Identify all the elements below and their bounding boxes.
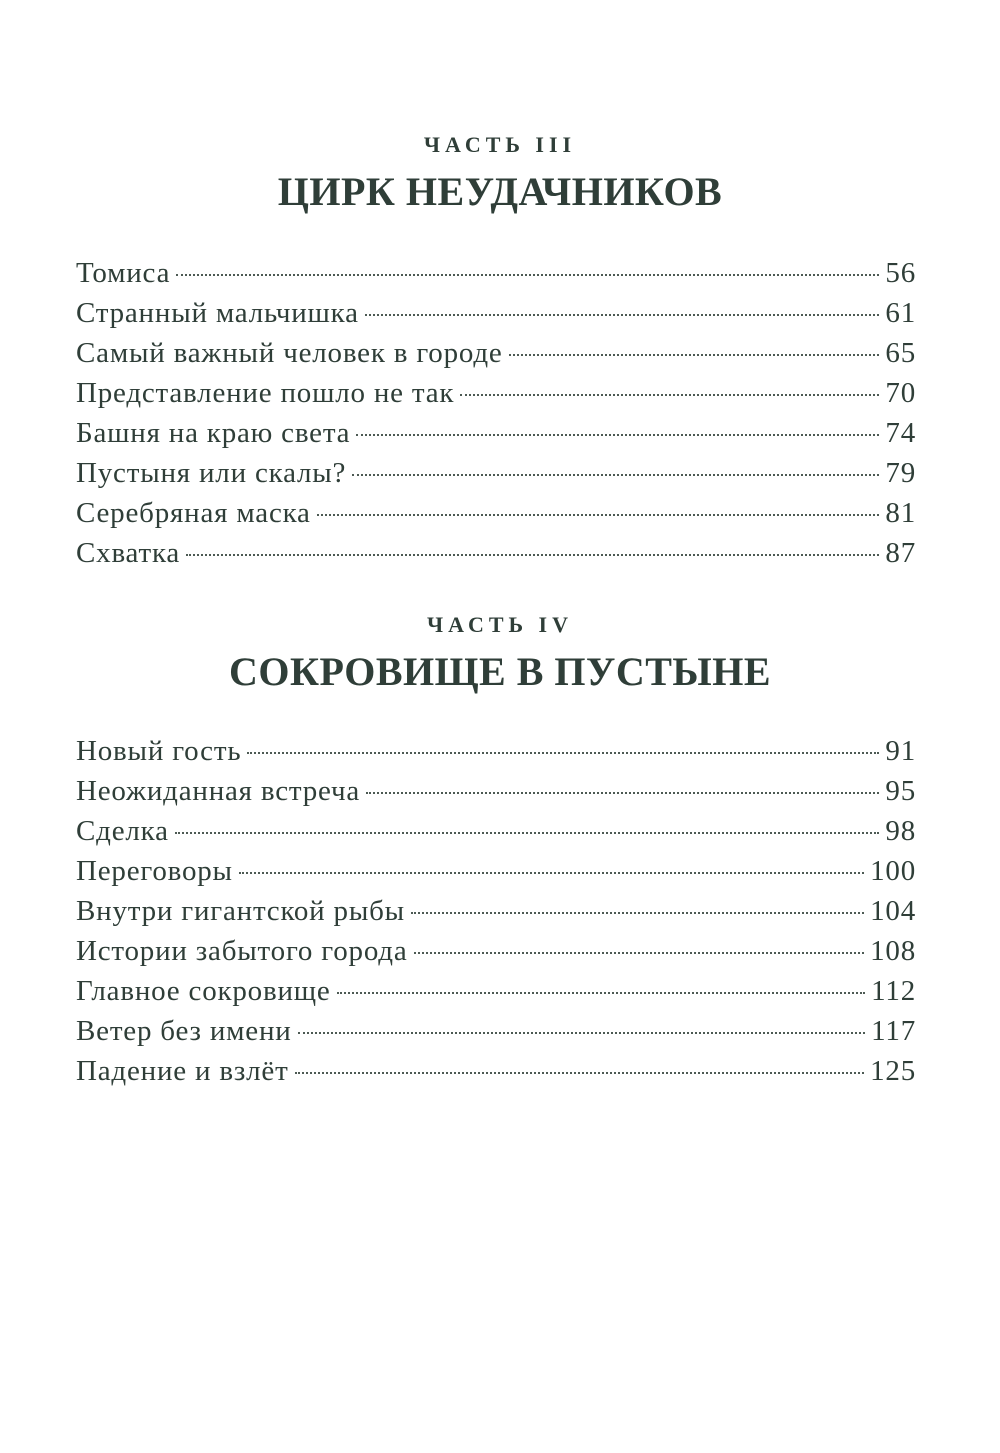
- toc-entry[interactable]: [76, 457, 916, 497]
- toc-entry-page: 65: [885, 337, 916, 369]
- part-4-title: СОКРОВИЩЕ В ПУСТЫНЕ: [229, 649, 771, 694]
- toc-entry-title: Схватка: [76, 537, 181, 569]
- toc-entry-title: Представление пошло не так: [76, 377, 455, 409]
- dot-leader: [411, 912, 864, 914]
- toc-entry[interactable]: [76, 497, 916, 537]
- toc-entry[interactable]: [76, 257, 916, 297]
- toc-entry-title: Сделка: [76, 815, 169, 847]
- dot-leader: [414, 952, 865, 954]
- toc-entry-page: 91: [885, 735, 916, 767]
- dot-leader: [298, 1032, 866, 1034]
- toc-entry-page: 117: [871, 1015, 916, 1047]
- dot-leader: [366, 792, 879, 794]
- dot-leader: [352, 474, 879, 476]
- toc-entry[interactable]: [76, 775, 916, 815]
- part-4-toc-list: [76, 735, 916, 1095]
- toc-entry-page: 74: [885, 417, 916, 449]
- toc-entry[interactable]: [76, 417, 916, 457]
- part-4-header: [0, 612, 1000, 695]
- toc-entry-page: 125: [870, 1055, 916, 1087]
- toc-entry[interactable]: [76, 855, 916, 895]
- toc-entry[interactable]: [76, 895, 916, 935]
- toc-entry-title: Томиса: [76, 257, 171, 289]
- toc-entry[interactable]: [76, 537, 916, 577]
- part-3-label: ЧАСТЬ III: [423, 132, 577, 157]
- dot-leader: [509, 354, 880, 356]
- toc-entry-title: Неожиданная встреча: [76, 775, 361, 807]
- toc-entry-title: Новый гость: [76, 735, 242, 767]
- toc-entry-title: Пустыня или скалы?: [76, 457, 347, 489]
- toc-entry-title: Серебряная маска: [76, 497, 311, 529]
- toc-entry-title: Переговоры: [76, 855, 233, 887]
- part-3-header: [0, 132, 1000, 215]
- toc-entry[interactable]: [76, 735, 916, 775]
- toc-entry-page: 100: [870, 855, 916, 887]
- dot-leader: [317, 514, 880, 516]
- dot-leader: [239, 872, 864, 874]
- toc-entry-page: 104: [870, 895, 916, 927]
- dot-leader: [175, 832, 880, 834]
- toc-entry-page: 56: [885, 257, 916, 289]
- dot-leader: [337, 992, 866, 994]
- toc-entry-title: Падение и взлёт: [76, 1055, 289, 1087]
- toc-entry[interactable]: [76, 297, 916, 337]
- part-4-label: ЧАСТЬ IV: [427, 612, 573, 637]
- toc-entry-page: 61: [885, 297, 916, 329]
- toc-entry-title: Главное сокровище: [76, 975, 331, 1007]
- dot-leader: [247, 752, 879, 754]
- dot-leader: [186, 554, 879, 556]
- toc-entry-page: 87: [885, 537, 916, 569]
- part-3-title: ЦИРК НЕУДАЧНИКОВ: [277, 169, 723, 214]
- toc-entry-page: 79: [885, 457, 916, 489]
- toc-entry-page: 70: [885, 377, 916, 409]
- toc-entry[interactable]: [76, 975, 916, 1015]
- toc-entry-page: 98: [885, 815, 916, 847]
- toc-entry[interactable]: [76, 1015, 916, 1055]
- toc-entry-title: Ветер без имени: [76, 1015, 292, 1047]
- toc-entry[interactable]: [76, 935, 916, 975]
- toc-entry-page: 108: [870, 935, 916, 967]
- dot-leader: [365, 314, 880, 316]
- toc-entry-page: 95: [885, 775, 916, 807]
- toc-entry-title: Истории забытого города: [76, 935, 408, 967]
- part-3-toc-list: [76, 257, 916, 577]
- toc-entry[interactable]: [76, 337, 916, 377]
- toc-entry-page: 81: [885, 497, 916, 529]
- toc-entry-page: 112: [871, 975, 916, 1007]
- dot-leader: [176, 274, 879, 276]
- toc-entry-title: Странный мальчишка: [76, 297, 359, 329]
- dot-leader: [295, 1072, 865, 1074]
- toc-entry[interactable]: [76, 377, 916, 417]
- toc-entry-title: Самый важный человек в городе: [76, 337, 503, 369]
- toc-entry-title: Внутри гигантской рыбы: [76, 895, 405, 927]
- toc-entry-title: Башня на краю света: [76, 417, 351, 449]
- toc-entry[interactable]: [76, 1055, 916, 1095]
- toc-entry[interactable]: [76, 815, 916, 855]
- dot-leader: [460, 394, 879, 396]
- dot-leader: [356, 434, 879, 436]
